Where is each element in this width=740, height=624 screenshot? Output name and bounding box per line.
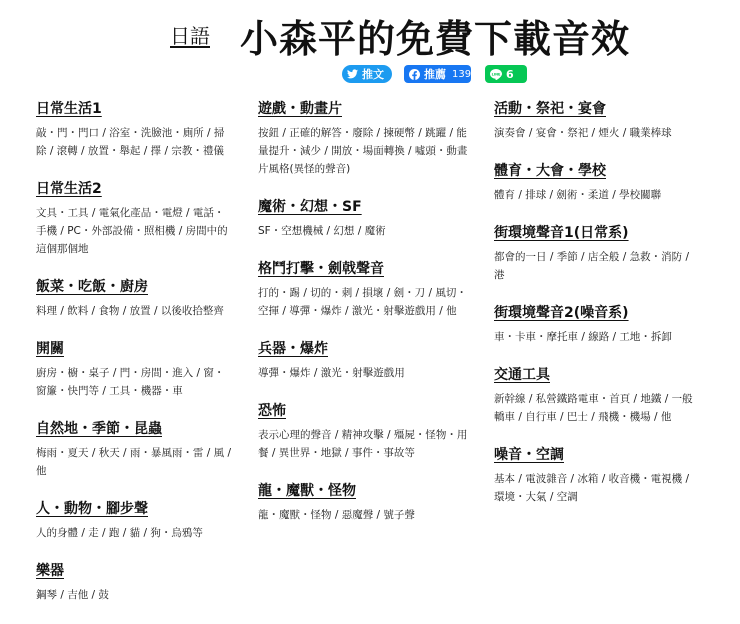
category-section	[36, 180, 234, 258]
category-section	[36, 100, 234, 160]
line-share-count: 6	[506, 67, 514, 81]
category-description: 體育 / 排球 / 劍術・柔道 / 學校關聯	[494, 189, 662, 201]
line-share-button[interactable]	[485, 65, 527, 83]
category-description: 文具・工具 / 電氣化產品・電燈 / 電話・手機 / PC・外部設備・照相機 / 房間中的這個那個地	[36, 207, 228, 255]
category-link[interactable]: 恐怖	[258, 403, 286, 419]
category-section	[36, 340, 234, 400]
category-section	[494, 162, 698, 204]
category-link[interactable]: 遊戲・動畫片	[258, 101, 342, 117]
category-description: 基本 / 電波雜音 / 冰箱 / 收音機・電視機 / 環境・大氣 / 空調	[494, 473, 690, 503]
category-section	[494, 100, 698, 142]
category-link[interactable]: 日常生活1	[36, 101, 102, 117]
line-icon	[490, 69, 502, 80]
category-section	[494, 304, 698, 346]
category-description: 敲・門・門口 / 浴室・洗臉池・廁所 / 掃除 / 滾轉 / 放置・舉起 / 擇 / 宗教・禮儀	[36, 127, 225, 157]
category-description: 導彈・爆炸 / 激光・射擊遊戲用	[258, 367, 405, 379]
category-section	[258, 260, 468, 320]
facebook-icon	[409, 69, 420, 80]
svg-text:LINE: LINE	[491, 71, 501, 76]
category-link[interactable]: 街環境聲音2(噪音系)	[494, 305, 629, 321]
category-link[interactable]: 街環境聲音1(日常系)	[494, 225, 629, 241]
category-description: 廚房・櫥・桌子 / 門・房間・進入 / 窗・窗簾・快門等 / 工具・機器・車	[36, 367, 225, 397]
category-link[interactable]: 人・動物・腳步聲	[36, 501, 148, 517]
category-section	[258, 340, 468, 382]
category-description: SF・空想機械 / 幻想 / 魔術	[258, 225, 386, 237]
category-description: 新幹線 / 私營鐵路電車・首頁 / 地鐵 / 一般轎車 / 自行車 / 巴士 / 飛機・機場 / 他	[494, 393, 693, 423]
category-link[interactable]: 魔術・幻想・SF	[258, 199, 362, 215]
category-link[interactable]: 日常生活2	[36, 181, 102, 197]
bird-icon	[347, 69, 358, 79]
category-link[interactable]: 交通工具	[494, 367, 550, 383]
category-section	[258, 402, 468, 462]
category-description: 鋼琴 / 吉他 / 鼓	[36, 589, 109, 601]
category-link[interactable]: 格鬥打擊・劍戟聲音	[258, 261, 384, 277]
category-section	[494, 366, 698, 426]
facebook-like-button[interactable]	[404, 65, 471, 83]
twitter-share-button[interactable]	[342, 65, 392, 83]
category-description: 龍・魔獸・怪物 / 惡魔聲 / 號子聲	[258, 509, 415, 521]
category-section	[36, 562, 234, 604]
category-link[interactable]: 噪音・空調	[494, 447, 564, 463]
category-link[interactable]: 活動・祭祀・宴會	[494, 101, 606, 117]
category-section	[258, 198, 468, 240]
facebook-like-count: 139	[452, 68, 472, 80]
category-description: 梅雨・夏天 / 秋天 / 雨・暴風雨・雷 / 風 / 他	[36, 447, 232, 477]
facebook-like-label: 推薦	[424, 68, 446, 81]
twitter-share-label: 推文	[362, 68, 384, 81]
category-section	[36, 420, 234, 480]
category-column-2	[258, 100, 468, 544]
category-link[interactable]: 樂器	[36, 563, 64, 579]
page-title: 小森平的免費下載音效	[240, 17, 631, 61]
category-link[interactable]: 飯菜・吃飯・廚房	[36, 279, 148, 295]
share-bar	[0, 65, 740, 85]
category-link[interactable]: 龍・魔獸・怪物	[258, 483, 356, 499]
category-description: 演奏會 / 宴會・祭祀 / 煙火 / 職業棒球	[494, 127, 672, 139]
category-section	[494, 224, 698, 284]
category-link[interactable]: 體育・大會・學校	[494, 163, 606, 179]
category-description: 表示心理的聲音 / 精神攻擊 / 殭屍・怪物・用餐 / 異世界・地獄 / 事件・事故等	[258, 429, 468, 459]
category-link[interactable]: 開關	[36, 341, 64, 357]
category-link[interactable]: 兵器・爆炸	[258, 341, 328, 357]
category-link[interactable]: 自然地・季節・昆蟲	[36, 421, 162, 437]
category-section	[258, 100, 468, 178]
category-section	[36, 500, 234, 542]
category-column-3	[494, 100, 698, 526]
category-description: 料理 / 飲料 / 食物 / 放置 / 以後收拾整齊	[36, 305, 224, 317]
header	[0, 0, 740, 60]
category-description: 按鈕 / 正確的解答・廢除 / 揀硬幣 / 跳躍 / 能量提升・減少 / 開放・場面轉換 / 噓頭・動畫片風格(異怪的聲音)	[258, 127, 468, 175]
category-section	[258, 482, 468, 524]
category-description: 人的身體 / 走 / 跑 / 貓 / 狗・烏鴉等	[36, 527, 203, 539]
category-description: 車・卡車・摩托車 / 線路 / 工地・拆卸	[494, 331, 672, 343]
category-description: 都會的一日 / 季節 / 店全般 / 急救・消防 / 港	[494, 251, 690, 281]
category-section	[36, 278, 234, 320]
language-link[interactable]: 日語	[170, 24, 210, 48]
category-column-1	[36, 100, 234, 624]
category-description: 打的・踢 / 切的・刺 / 損壞 / 劍・刀 / 風切・空揮 / 導彈・爆炸 / 激光・射擊遊戲用 / 他	[258, 287, 467, 317]
category-section	[494, 446, 698, 506]
